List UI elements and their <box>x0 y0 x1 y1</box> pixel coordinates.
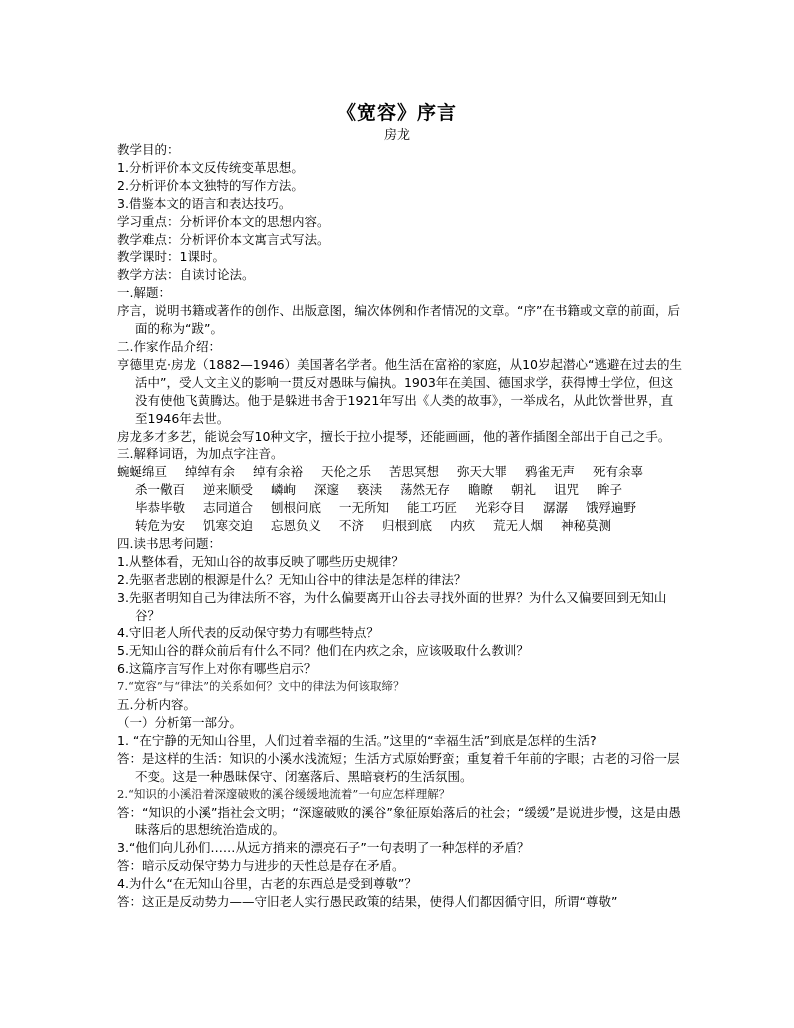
vocab-word: 逆来顺受 <box>203 482 254 498</box>
analysis-question: 4.为什么“在无知山谷里，古老的东西总是受到尊敬”？ <box>117 876 417 892</box>
vocab-word: 归根到底 <box>382 518 433 534</box>
vocab-word: 绰绰有余 <box>185 464 236 480</box>
vocab-word: 天伦之乐 <box>321 464 372 480</box>
vocab-word: 蜿蜒绵亘 <box>117 464 168 480</box>
vocab-word: 忘恩负义 <box>271 518 322 534</box>
vocab-word: 饿殍遍野 <box>586 500 637 516</box>
vocab-word: 毕恭毕敬 <box>135 500 186 516</box>
vocab-word: 苦思冥想 <box>389 464 440 480</box>
section-heading: 四.读书思考问题： <box>117 535 221 551</box>
vocab-word: 能工巧匠 <box>407 500 458 516</box>
question-item: 2.先驱者悲剧的根源是什么？无知山谷中的律法是怎样的律法？ <box>117 571 467 587</box>
analysis-question: 2.“知识的小溪沿着深邃破败的溪谷缓缓地流着”一句应怎样理解？ <box>117 786 451 801</box>
vocab-word: 眸子 <box>597 482 623 498</box>
class-hours: 教学课时：1课时。 <box>117 249 225 265</box>
goals-heading: 教学目的： <box>117 142 180 157</box>
author-bio: 房龙多才多艺，能说会写10种文字，擅长于拉小提琴，还能画画，他的著作插图全部出于自己之手。 <box>117 428 671 444</box>
vocab-word: 荡然无存 <box>400 482 451 498</box>
section-heading: 五.分析内容。 <box>117 697 196 713</box>
analysis-answer: 答：“知识的小溪”指社会文明；“深邃破败的溪谷”象征原始落后的社会；“缓缓”是说进步慢，这是由愚昧落后的思想统治造成的。 <box>117 804 681 838</box>
analysis-answer: 答：暗示反动保守势力与进步的天性总是存在矛盾。 <box>117 858 405 874</box>
vocab-word: 死有余辜 <box>593 464 644 480</box>
question-item: 3.先驱者明知自己为律法所不容，为什么偏要离开山谷去寻找外面的世界？为什么又偏要回到无知山谷？ <box>117 589 667 623</box>
key-point: 学习重点：分析评价本文的思想内容。 <box>117 213 330 229</box>
vocab-word: 深邃 <box>314 482 340 498</box>
teaching-method: 教学方法：自读讨论法。 <box>117 267 255 283</box>
vocab-word: 绰有余裕 <box>253 464 304 480</box>
vocab-word: 刨根问底 <box>271 500 322 516</box>
goal-item: 2.分析评价本文独特的写作方法。 <box>117 177 304 193</box>
vocab-word: 朝礼 <box>511 482 537 498</box>
vocab-word: 杀一儆百 <box>135 482 186 498</box>
subsection-heading: （一）分析第一部分。 <box>117 715 243 730</box>
page-title: 《宽容》序言 <box>336 102 457 124</box>
vocab-word: 内疚 <box>450 518 476 534</box>
vocab-word: 饥寒交迫 <box>203 518 254 534</box>
analysis-answer: 答：这正是反动势力——守旧老人实行愚民政策的结果，使得人们都因循守旧，所谓“尊敬” <box>117 894 618 910</box>
analysis-question: 1. “在宁静的无知山谷里，人们过着幸福的生活。”这里的“幸福生活”到底是怎样的生活? <box>117 732 597 748</box>
question-item: 4.守旧老人所代表的反动保守势力有哪些特点？ <box>117 625 379 641</box>
goal-item: 1.分析评价本文反传统变革思想。 <box>117 159 304 175</box>
question-item: 5.无知山谷的群众前后有什么不同？他们在内疚之余，应该吸取什么教训？ <box>117 643 529 659</box>
vocab-word: 荒无人烟 <box>493 518 544 534</box>
vocab-word: 嶙峋 <box>271 482 297 498</box>
vocab-word: 瞻瞭 <box>468 482 494 498</box>
vocab-word: 志同道合 <box>203 500 254 516</box>
vocab-word: 光彩夺目 <box>475 500 526 516</box>
goal-item: 3.借鉴本文的语言和表达技巧。 <box>117 195 292 211</box>
question-item: 7.“宽容”与“律法”的关系如何？文中的律法为何该取缔？ <box>117 679 405 694</box>
analysis-question: 3.“他们向儿孙们……从远方捎来的漂亮石子”一句表明了一种怎样的矛盾？ <box>117 840 530 856</box>
vocab-word: 诅咒 <box>554 482 580 498</box>
section-heading: 三.解释词语，为加点字注音。 <box>117 446 284 462</box>
vocab-word: 潺潺 <box>543 500 569 516</box>
preface-definition: 序言，说明书籍或著作的创作、出版意图，编次体例和作者情况的文章。“序”在书籍或文章的前面，后面的称为“跋”。 <box>117 303 680 337</box>
vocab-word: 弥天大罪 <box>457 464 508 480</box>
vocab-word: 鸦雀无声 <box>525 464 576 480</box>
question-item: 6.这篇序言写作上对你有哪些启示？ <box>117 661 317 677</box>
author-name: 房龙 <box>383 128 410 143</box>
vocab-word: 一无所知 <box>339 500 390 516</box>
analysis-answer: 答：是这样的生活：知识的小溪水浅流短；生活方式原始野蛮；重复着千年前的字眼；古老的习俗一层不变。这是一种愚昧保守、闭塞落后、黑暗衰朽的生活氛围。 <box>117 750 680 784</box>
difficult-point: 教学难点：分析评价本文寓言式写法。 <box>117 231 330 247</box>
vocabulary-list <box>117 463 683 535</box>
vocab-word: 转危为安 <box>135 518 186 534</box>
section-heading: 二.作家作品介绍： <box>117 338 221 354</box>
vocab-word: 不济 <box>339 518 365 534</box>
vocab-word: 亵渎 <box>357 482 383 498</box>
question-item: 1.从整体看，无知山谷的故事反映了哪些历史规律？ <box>117 553 404 569</box>
vocab-word: 神秘莫测 <box>561 518 612 534</box>
author-bio: 亨德里克·房龙（1882—1946）美国著名学者。他生活在富裕的家庭，从10岁起潜心“逃避在过去的生活中”，受人文主义的影响一贯反对愚昧与偏执。1903年在美国、德国求学，获得博士学位，但这没有使他飞黄腾达。他于是躲进书舍于1921年写出《人类的故事》，一举成名，从此饮誉世界，直至1946年去世。 <box>117 356 682 426</box>
document-body <box>117 141 683 911</box>
section-heading: 一.解题： <box>117 285 171 301</box>
